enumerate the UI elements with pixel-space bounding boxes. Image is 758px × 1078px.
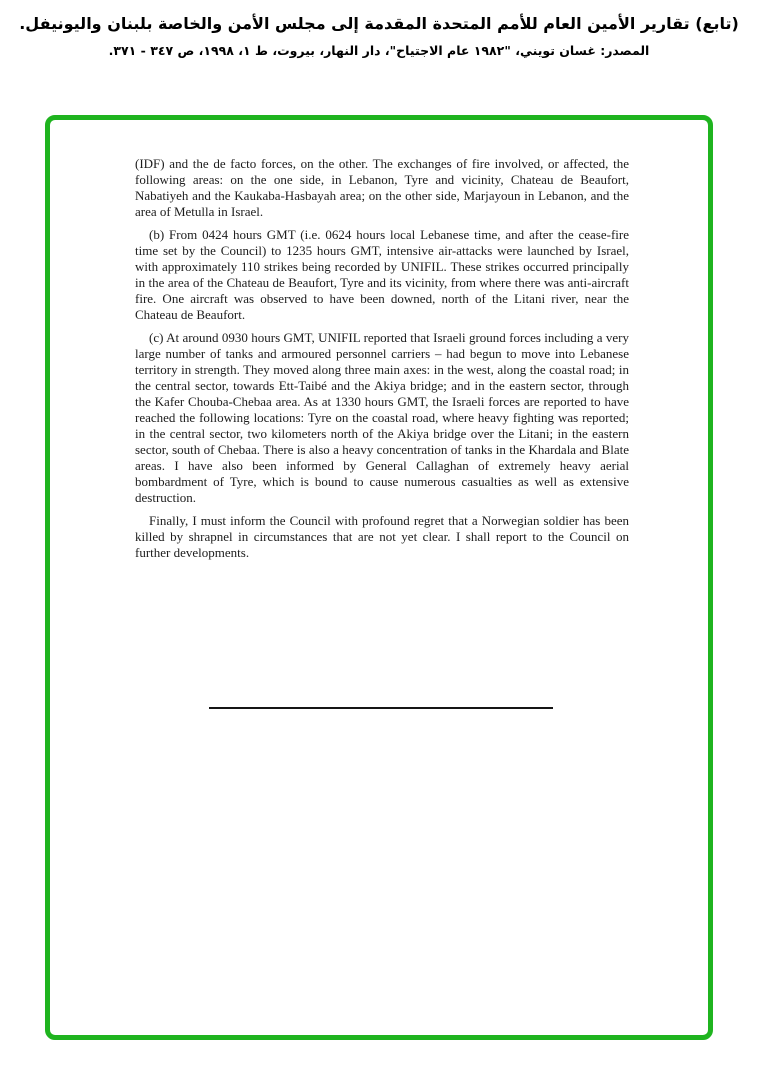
paragraph-closing: Finally, I must inform the Council with profound regret that a Norwegian soldier has been killed by shrapnel in circumstances that are not yet clear. I shall report to the Council on further developments. (135, 513, 629, 560)
document-green-frame (45, 115, 713, 1040)
arabic-header (0, 12, 758, 62)
arabic-source-citation: المصدر: غسان تويني، "١٩٨٢ عام الاجتياح"، دار النهار، بيروت، ط ١، ١٩٩٨، ص ٣٤٧ - ٣٧١. (108, 43, 650, 58)
paragraph-b: (b) From 0424 hours GMT (i.e. 0624 hours local Lebanese time, and after the cease-fire time set by the Council) to 1235 hours GMT, intensive air-attacks were launched by Israel, with approximately 110 strikes being recorded by UNIFIL. These strikes occurred principally in the area of the Chateau de Beaufort, Tyre and its vicinity, from where there was anti-aircraft fire. One aircraft was observed to have been downed, north of the Litani river, near the Chateau de Beaufort. (135, 227, 629, 322)
footnote-separator-rule (209, 707, 553, 709)
paragraph-continuation: (IDF) and the de facto forces, on the other. The exchanges of fire involved, or affected, the following areas: on the one side, in Lebanon, Tyre and vicinity, Chateau de Beaufort, Nabatiyeh and the Kaukaba-Hasbayah area; on the other side, Marjayoun in Lebanon, and the area of Metulla in Israel. (135, 156, 629, 219)
arabic-title: (تابع) تقارير الأمين العام للأمم المتحدة المقدمة إلى مجلس الأمن والخاصة بلبنان واليونيفل. (19, 14, 739, 33)
document-body-text (135, 156, 629, 709)
paragraph-c: (c) At around 0930 hours GMT, UNIFIL reported that Israeli ground forces including a very large number of tanks and armoured personnel carriers – had begun to move into Lebanese territory in strength. They moved along three main axes: in the west, along the coastal road; in the central sector, towards Ett-Taibé and the Akiya bridge; and in the eastern sector, through the Kafer Chouba-Chebaa area. As at 1330 hours GMT, the Israeli forces are reported to have reached the following locations: Tyre on the coastal road, where heavy fighting was reported; in the central sector, two kilometers north of the Akiya bridge over the Litani; in the eastern sector, south of Chebaa. There is also a heavy concentration of tanks in the Khardala and Blate areas. I have also been informed by General Callaghan of extremely heavy aerial bombardment of Tyre, which is bound to cause numerous casualties as well as extensive destruction. (135, 330, 629, 505)
